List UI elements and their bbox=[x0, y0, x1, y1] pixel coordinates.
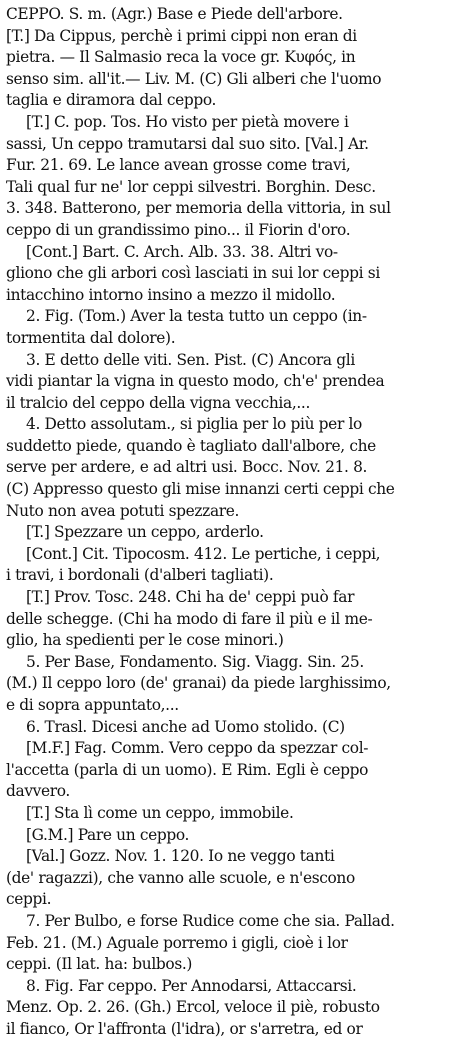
entry-line: Nuto non avea potuti spezzare. bbox=[6, 501, 240, 520]
entry-line: Feb. 21. (M.) Aguale porremo i gigli, cioè i lor bbox=[6, 933, 348, 952]
entry-line: il fianco, Or l'affronta (l'idra), or s'arretra, ed or bbox=[6, 1019, 363, 1038]
entry-line: 2. Fig. (Tom.) Aver la testa tutto un ceppo (in- bbox=[26, 307, 367, 326]
entry-line: [M.F.] Fag. Comm. Vero ceppo da spezzar col- bbox=[26, 739, 369, 758]
entry-line: [Cont.] Bart. C. Arch. Alb. 33. 38. Altri vo- bbox=[26, 242, 338, 261]
entry-line: 5. Per Base, Fondamento. Sig. Viagg. Sin. 25. bbox=[26, 652, 364, 671]
entry-line: 8. Fig. Far ceppo. Per Annodarsi, Attaccarsi. bbox=[26, 976, 357, 995]
entry-line: e di sopra appuntato,... bbox=[6, 696, 179, 714]
entry-line: Tali qual fur ne' lor ceppi silvestri. Borghin. Desc. bbox=[6, 177, 376, 196]
entry-line: 6. Trasl. Dicesi anche ad Uomo stolido. (C) bbox=[26, 717, 345, 736]
entry-line: il tralcio del ceppo della vigna vecchia,... bbox=[6, 393, 310, 412]
entry-line: [G.M.] Pare un ceppo. bbox=[26, 825, 190, 844]
entry-line: taglia e diramora dal ceppo. bbox=[6, 91, 217, 110]
entry-line: [Val.] Gozz. Nov. 1. 120. Io ne veggo tanti bbox=[26, 847, 335, 866]
entry-line: ceppi. bbox=[6, 890, 52, 909]
entry-line: senso sim. all'it.— Liv. M. (C) Gli alberi che l'uomo bbox=[6, 69, 382, 88]
entry-line: suddetto piede, quando è tagliato dall'albore, che bbox=[6, 436, 376, 455]
entry-line: tormentita dal dolore). bbox=[6, 328, 176, 347]
entry-line: 4. Detto assolutam., si piglia per lo più per lo bbox=[26, 415, 362, 434]
entry-line: (M.) Il ceppo loro (de' granai) da piede larghissimo, bbox=[6, 674, 391, 693]
entry-line: gliono che gli arbori così lasciati in sui lor ceppi si bbox=[6, 264, 380, 283]
entry-line: glio, ha spedienti per le cose minori.) bbox=[6, 631, 284, 650]
entry-line: (C) Appresso questo gli mise innanzi certi ceppi che bbox=[6, 480, 395, 499]
entry-line: 7. Per Bulbo, e forse Rudice come che sia. Pallad. bbox=[26, 911, 395, 930]
entry-line: [T.] Spezzare un ceppo, arderlo. bbox=[26, 523, 264, 542]
entry-line: delle schegge. (Chi ha modo di fare il più e il me- bbox=[6, 609, 373, 628]
entry-line: davvero. bbox=[6, 782, 70, 801]
entry-line: 3. E detto delle viti. Sen. Pist. (C) Ancora gli bbox=[26, 350, 355, 369]
entry-line: Fur. 21. 69. Le lance avean grosse come travi, bbox=[6, 156, 351, 175]
entry-line: i travi, i bordonali (d'alberi tagliati). bbox=[6, 566, 274, 585]
entry-line: 3. 348. Batterono, per memoria della vittoria, in sul bbox=[6, 199, 391, 218]
entry-line: [Cont.] Cit. Tipocosm. 412. Le pertiche, i ceppi, bbox=[26, 544, 381, 563]
entry-line: Menz. Op. 2. 26. (Gh.) Ercol, veloce il piè, robusto bbox=[6, 998, 380, 1017]
entry-line: (de' ragazzi), che vanno alle scuole, e n'escono bbox=[6, 868, 355, 887]
entry-line: pietra. — Il Salmasio reca la voce gr. Κυφός, in bbox=[6, 48, 356, 67]
entry-line: [T.] Da Cippus, perchè i primi cippi non eran di bbox=[6, 26, 357, 45]
entry-line: [T.] C. pop. Tos. Ho visto per pietà movere i bbox=[26, 112, 349, 131]
entry-line: intacchino intorno insino a mezzo il midollo. bbox=[6, 285, 336, 304]
entry-line: serve per ardere, e ad altri usi. Bocc. Nov. 21. 8. bbox=[6, 458, 368, 477]
entry-line: ceppo di un grandissimo pino... il Fiorin d'oro. bbox=[6, 220, 351, 239]
entry-line: l'accetta (parla di un uomo). E Rim. Egli è ceppo bbox=[6, 760, 369, 779]
entry-line: sassi, Un ceppo tramutarsi dal suo sito. [Val.] Ar. bbox=[6, 134, 369, 153]
entry-line: [T.] Sta lì come un ceppo, immobile. bbox=[26, 803, 294, 822]
entry-line: vidi piantar la vigna in questo modo, ch'e' prendea bbox=[6, 372, 385, 391]
entry-line: CEPPO. S. m. (Agr.) Base e Piede dell'arbore. bbox=[6, 5, 343, 23]
entry-line: [T.] Prov. Tosc. 248. Chi ha de' ceppi può far bbox=[26, 588, 355, 607]
entry-line: ceppi. (Il lat. ha: bulbos.) bbox=[6, 955, 193, 974]
